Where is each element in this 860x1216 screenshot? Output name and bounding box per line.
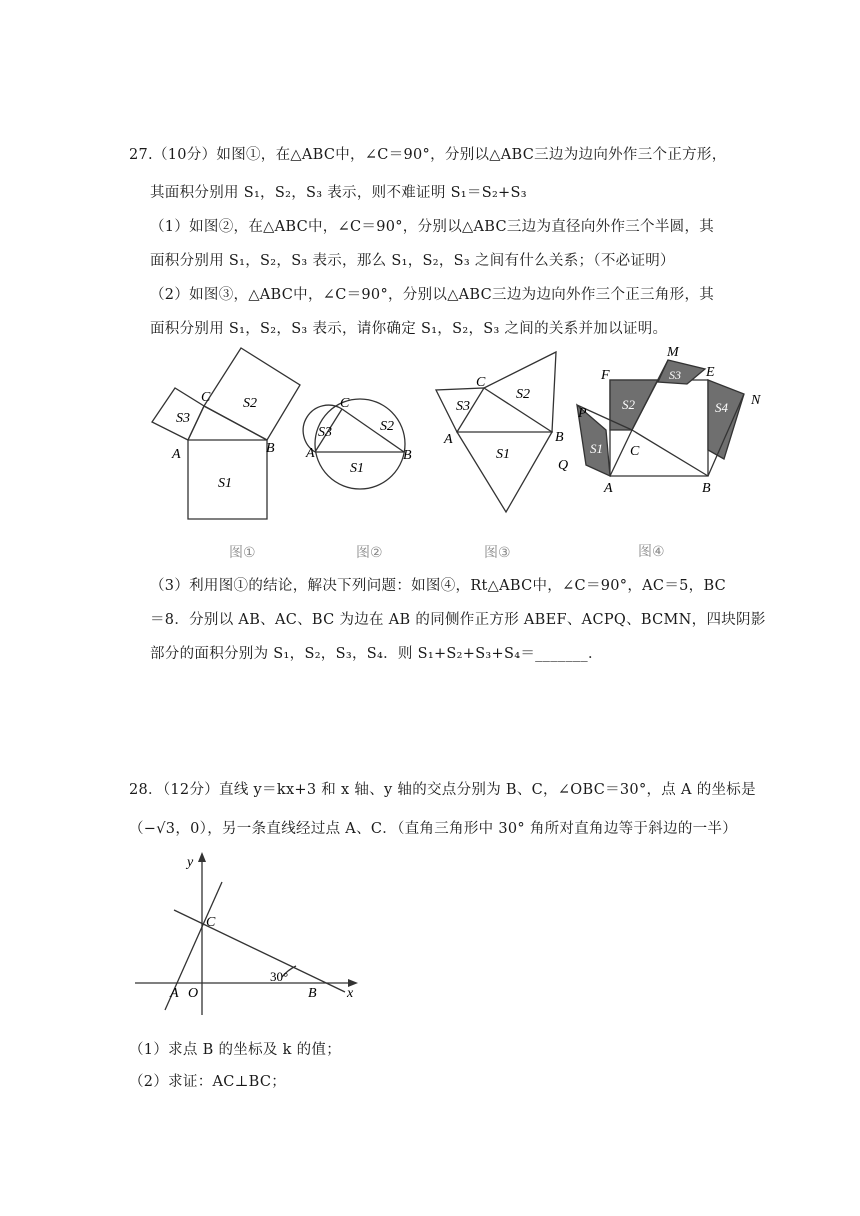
fig1-label-b: B bbox=[266, 441, 275, 456]
side-bc bbox=[204, 406, 267, 440]
q28-line2: （−√3，0），另一条直线经过点 A、C．（直角三角形中 30° 角所对直角边等于斜边的一半） bbox=[129, 821, 738, 837]
fig3-label-s1: S1 bbox=[496, 447, 510, 462]
fig4-label-m: M bbox=[667, 345, 679, 360]
fig4-label-n: N bbox=[751, 393, 761, 408]
shaded-s4 bbox=[708, 380, 744, 459]
caption-figure-1: 图① bbox=[229, 545, 256, 561]
fig2-label-s1: S1 bbox=[350, 461, 364, 476]
axis-label-y: y bbox=[187, 855, 194, 870]
fig4-label-s4: S4 bbox=[715, 400, 728, 415]
fig3-label-s3: S3 bbox=[456, 399, 470, 414]
graph-label-c: C bbox=[206, 915, 216, 930]
fig1-label-c: C bbox=[201, 390, 211, 405]
q28-part2: （2）求证：AC⊥BC； bbox=[129, 1074, 287, 1090]
graph-angle-label: 30° bbox=[270, 969, 289, 984]
triangle-s1 bbox=[457, 432, 552, 512]
side-bc bbox=[632, 430, 708, 476]
q28-part1: （1）求点 B 的坐标及 k 的值； bbox=[129, 1042, 342, 1058]
fig4-label-s3: S3 bbox=[669, 368, 681, 382]
fig3-label-c: C bbox=[476, 375, 486, 390]
q27-part2-line2: 面积分别用 S₁，S₂，S₃ 表示，请你确定 S₁，S₂，S₃ 之间的关系并加以证明。 bbox=[150, 321, 668, 337]
q27-part1-line2: 面积分别用 S₁，S₂，S₃ 表示，那么 S₁，S₂，S₃ 之间有什么关系；（不必证明） bbox=[150, 253, 675, 269]
fig1-label-a: A bbox=[172, 447, 181, 462]
figure-q28-graph bbox=[135, 858, 352, 1015]
fig3-label-s2: S2 bbox=[516, 387, 530, 402]
fig4-label-c: C bbox=[630, 444, 640, 459]
q27-line1: 27.（10分）如图①，在△ABC中，∠C＝90°，分别以△ABC三边为边向外作三个正方形， bbox=[129, 147, 727, 163]
caption-figure-4: 图④ bbox=[638, 544, 665, 560]
fig1-label-s1: S1 bbox=[218, 476, 232, 491]
fig4-label-e: E bbox=[706, 365, 715, 380]
figure-3 bbox=[436, 352, 556, 512]
fig2-label-s3: S3 bbox=[318, 425, 332, 440]
fig4-label-q: Q bbox=[558, 458, 569, 473]
fig2-label-b: B bbox=[403, 448, 412, 463]
side-ac bbox=[188, 406, 204, 440]
fig2-label-a: A bbox=[306, 446, 315, 461]
fig2-label-s2: S2 bbox=[380, 419, 394, 434]
graph-label-a: A bbox=[170, 986, 179, 1001]
q27-part3-line2: ＝8．分别以 AB、AC、BC 为边在 AB 的同侧作正方形 ABEF、ACPQ、BCMN，四块阴影 bbox=[150, 612, 766, 628]
fig4-label-s2: S2 bbox=[622, 397, 635, 412]
fig3-label-b: B bbox=[555, 430, 564, 445]
y-axis-arrow bbox=[198, 852, 206, 862]
q27-part1-line1: （1）如图②，在△ABC中，∠C＝90°，分别以△ABC三边为直径向外作三个半圆，其 bbox=[150, 219, 715, 235]
fig4-label-p: P bbox=[578, 406, 587, 421]
side-ac bbox=[610, 430, 632, 476]
q27-part3-line3: 部分的面积分别为 S₁，S₂，S₃，S₄．则 S₁+S₂+S₃+S₄＝_______． bbox=[150, 646, 603, 662]
fig4-label-f: F bbox=[601, 368, 610, 383]
q27-part2-line1: （2）如图③，△ABC中，∠C＝90°，分别以△ABC三边为边向外作三个正三角形，其 bbox=[150, 287, 715, 303]
caption-figure-2: 图② bbox=[356, 545, 383, 561]
fig4-label-s1: S1 bbox=[590, 441, 603, 456]
fig4-label-b: B bbox=[702, 481, 711, 496]
fig2-label-c: C bbox=[340, 396, 350, 411]
graph-label-b: B bbox=[308, 986, 317, 1001]
fig1-label-s2: S2 bbox=[243, 396, 257, 411]
q28-line1: 28．（12分）直线 y＝kx+3 和 x 轴、y 轴的交点分别为 B、C，∠OBC＝30°，点 A 的坐标是 bbox=[129, 782, 756, 798]
figure-1 bbox=[152, 348, 300, 519]
fig1-label-s3: S3 bbox=[176, 411, 190, 426]
axis-label-x: x bbox=[347, 986, 354, 1001]
q27-line2: 其面积分别用 S₁，S₂，S₃ 表示，则不难证明 S₁＝S₂+S₃ bbox=[150, 185, 527, 201]
graph-label-o: O bbox=[188, 986, 199, 1001]
q27-part3-line1: （3）利用图①的结论，解决下列问题：如图④，Rt△ABC中，∠C＝90°，AC＝5，BC bbox=[150, 578, 727, 594]
fig4-label-a: A bbox=[604, 481, 613, 496]
fig3-label-a: A bbox=[444, 432, 453, 447]
square-s2 bbox=[204, 348, 300, 440]
line-cb bbox=[174, 910, 345, 992]
caption-figure-3: 图③ bbox=[484, 545, 511, 561]
